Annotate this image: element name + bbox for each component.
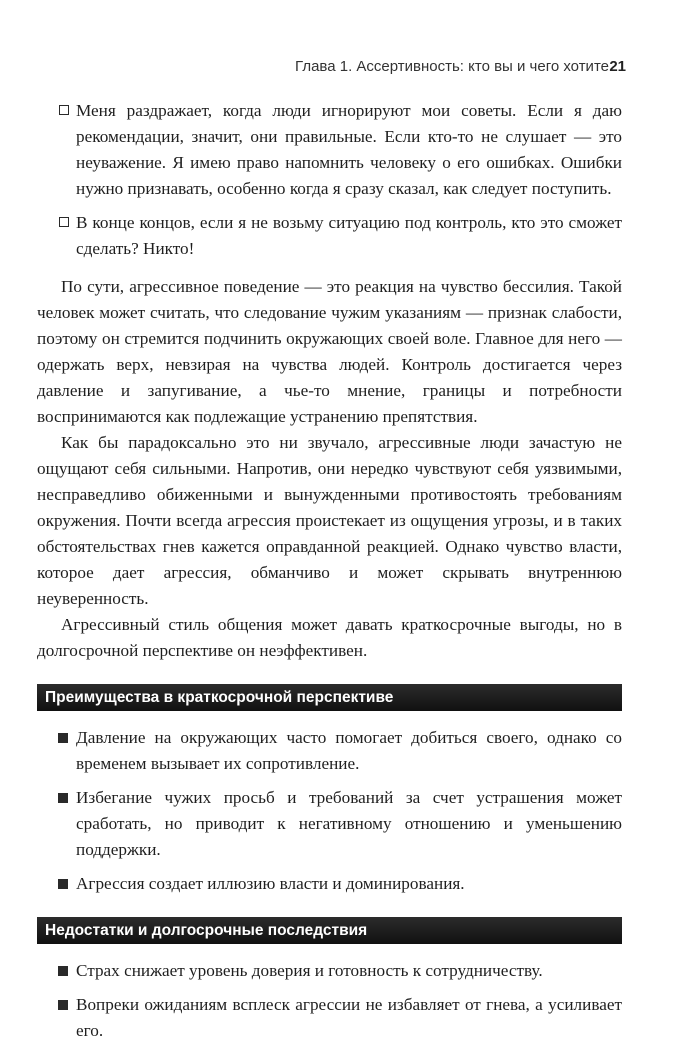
disadvantages-list (37, 958, 622, 1044)
square-bullet-icon (58, 1000, 68, 1010)
square-bullet-icon (58, 966, 68, 976)
list-item-text: Давление на окружающих часто помогает добиться своего, однако со временем вызывает их сопротивление. (76, 728, 622, 773)
list-item (37, 871, 622, 897)
square-bullet-icon (58, 733, 68, 743)
section-heading-disadvantages: Недостатки и долгосрочные последствия (37, 917, 622, 944)
checkbox-list-item (37, 98, 622, 202)
page-content (37, 98, 622, 1052)
list-item-text: Агрессия создает иллюзию власти и доминирования. (76, 874, 465, 893)
advantages-list (37, 725, 622, 897)
body-paragraph: Агрессивный стиль общения может давать краткосрочные выгоды, но в долгосрочной перспективе он неэффективен. (37, 615, 622, 660)
checkbox-list-item (37, 210, 622, 262)
section-heading-advantages: Преимущества в краткосрочной перспективе (37, 684, 622, 711)
body-paragraph: Как бы парадоксально это ни звучало, агрессивные люди зачастую не ощущают себя сильными. Напротив, они нередко чувствуют себя уязвимыми, несправедливо обиженными и вынужденными противостоять требованиям окружения. Почти всегда агрессия проистекает из ощущения угрозы, и в таких обстоятельствах гнев кажется оправданной реакцией. Однако чувство власти, которое дает агрессия, обманчиво и может скрывать внутреннюю неуверенность. (37, 433, 622, 608)
list-item (37, 958, 622, 984)
checkbox-icon (59, 105, 69, 115)
list-item-text: Вопреки ожиданиям всплеск агрессии не избавляет от гнева, а усиливает его. (76, 995, 622, 1040)
page-number: 21 (609, 58, 626, 75)
list-item-text: Страх снижает уровень доверия и готовность к сотрудничеству. (76, 961, 543, 980)
square-bullet-icon (58, 793, 68, 803)
list-item-text: В конце концов, если я не возьму ситуацию под контроль, кто это сможет сделать? Никто! (76, 213, 622, 258)
square-bullet-icon (58, 879, 68, 889)
chapter-title: Глава 1. Ассертивность: кто вы и чего хотите (295, 58, 609, 75)
body-paragraph: По сути, агрессивное поведение — это реакция на чувство бессилия. Такой человек может считать, что следование чужим указаниям — признак слабости, поэтому он стремится подчинить окружающих своей воле. Главное для него — одержать верх, невзирая на чувства людей. Контроль достигается через давление и запугивание, а чье-то мнение, границы и потребности воспринимаются как подлежащие устранению препятствия. (37, 277, 622, 426)
list-item (37, 725, 622, 777)
list-item (37, 785, 622, 863)
checkbox-icon (59, 217, 69, 227)
list-item-text: Меня раздражает, когда люди игнорируют мои советы. Если я даю рекомендации, значит, они правильные. Если кто-то не слушает — это неуважение. Я имею право напомнить человеку о его ошибках. Ошибки нужно признавать, особенно когда я сразу сказал, как следует поступить. (76, 101, 622, 198)
checkbox-list (37, 98, 622, 262)
list-item-text: Избегание чужих просьб и требований за счет устрашения может сработать, но приводит к негативному отношению и уменьшению поддержки. (76, 788, 622, 859)
